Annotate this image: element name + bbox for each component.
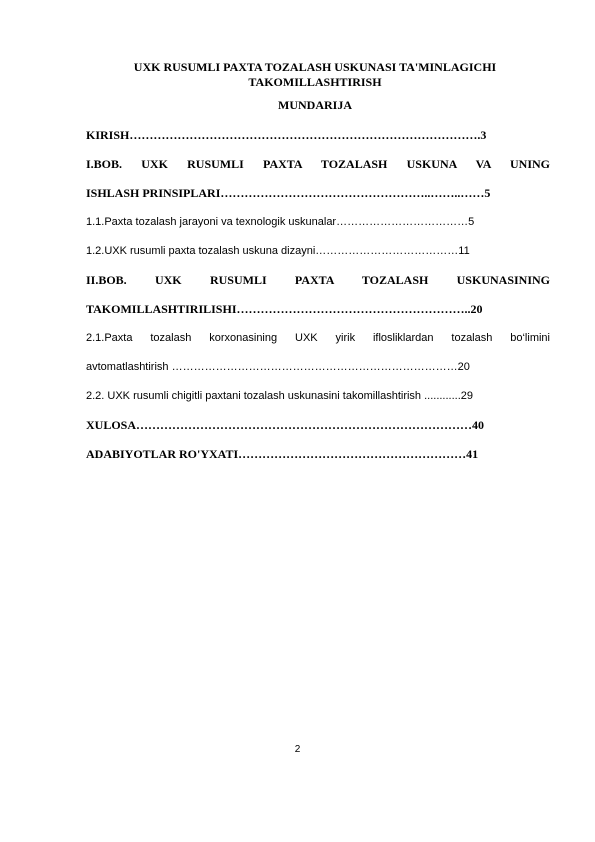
toc-entry-section-1-1: 1.1.Paxta tozalash jarayoni va texnologik uskunalar………………………………5 xyxy=(86,216,475,228)
toc-entry-chapter2-line2: TAKOMILLASHTIRILISHI…………………………………………………..20 xyxy=(86,302,483,316)
toc-entry-section-1-2: 1.2.UXK rusumli paxta tozalash uskuna dizayni…………………………………11 xyxy=(86,245,470,257)
toc-entry-conclusion: XULOSA…………………………………………………………………………40 xyxy=(86,418,485,432)
document-title: UXK RUSUMLI PAXTA TOZALASH USKUNASI TA'MINLAGICHI TAKOMILLASHTIRISH xyxy=(133,60,497,89)
toc-entry-section-2-1-line1: 2.1.Paxta tozalash korxonasining UXK yirik iflosliklardan tozalash bo‘limini xyxy=(86,332,550,344)
toc-entry-section-2-2: 2.2. UXK rusumli chigitli paxtani tozalash uskunasini takomillashtirish ............29 xyxy=(86,390,474,402)
toc-entry-chapter1-line2: ISHLASH PRINSIPLARI……………………………………………..……..……5 xyxy=(86,186,491,200)
page-number: 2 xyxy=(294,744,301,755)
toc-entry-references: ADABIYOTLAR RO'YXATI…………………………………………………41 xyxy=(86,447,479,461)
toc-entry-chapter1-line1: I.BOB. UXK RUSUMLI PAXTA TOZALASH USKUNA VA UNING xyxy=(86,157,550,171)
toc-entry-intro: KIRISH…………………………………………………………………………….3 xyxy=(86,128,487,142)
toc-entry-chapter2-line1: II.BOB. UXK RUSUMLI PAXTA TOZALASH USKUNASINING xyxy=(86,273,550,287)
toc-heading: MUNDARIJA xyxy=(278,98,352,112)
table-of-contents xyxy=(86,121,550,469)
toc-entry-section-2-1-line2: avtomatlashtirish ……………………………………………………………………20 xyxy=(86,361,470,373)
